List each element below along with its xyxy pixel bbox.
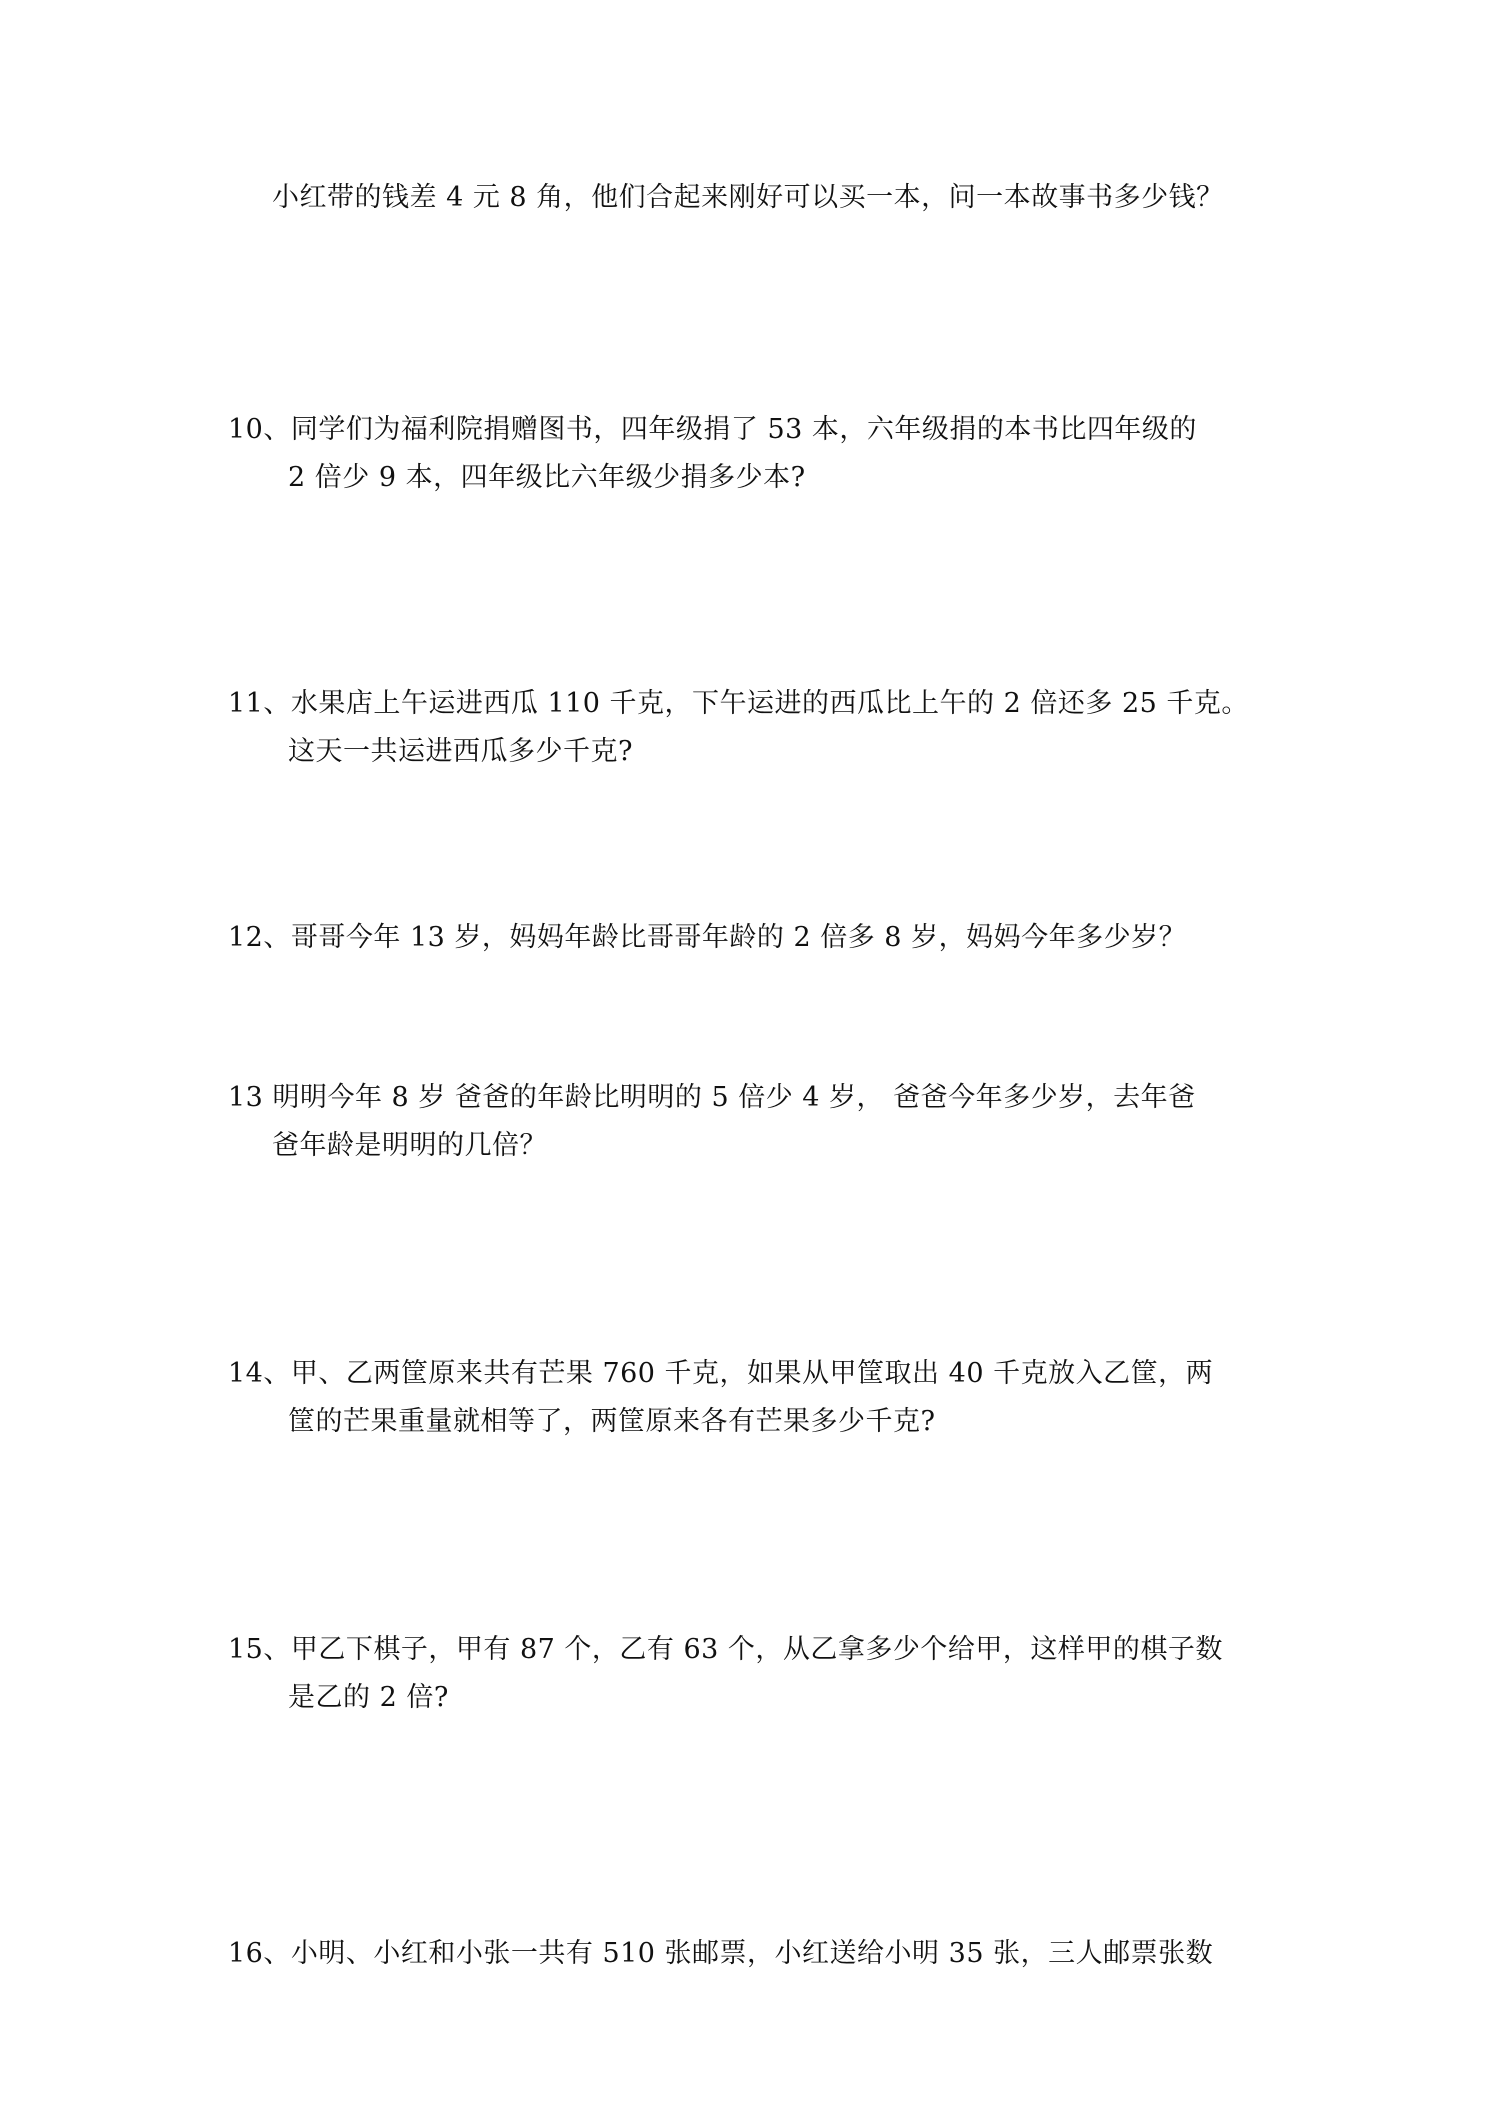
problem-12-line-1: 12、哥哥今年 13 岁，妈妈年龄比哥哥年龄的 2 倍多 8 岁，妈妈今年多少岁？ [228,922,1187,953]
problem-9-line-1: 小红带的钱差 4 元 8 角，他们合起来刚好可以买一本，问一本故事书多少钱？ [272,182,1224,213]
problem-10-line-1: 10、同学们为福利院捐赠图书，四年级捐了 53 本，六年级捐的本书比四年级的 [228,414,1197,445]
problem-11-line-1: 11、水果店上午运进西瓜 110 千克，下午运进的西瓜比上午的 2 倍还多 25 千克。 [228,688,1249,719]
problem-13-line-1: 13 明明今年 8 岁 爸爸的年龄比明明的 5 倍少 4 岁， 爸爸今年多少岁，去年爸 [228,1082,1196,1113]
problem-15-line-2: 是乙的 2 倍? [288,1682,449,1713]
problem-11-line-2: 这天一共运进西瓜多少千克? [288,736,633,767]
problem-14-line-2: 筐的芒果重量就相等了，两筐原来各有芒果多少千克? [288,1406,936,1437]
problem-14-line-1: 14、甲、乙两筐原来共有芒果 760 千克，如果从甲筐取出 40 千克放入乙筐，两 [228,1358,1214,1389]
problem-13-line-2: 爸年龄是明明的几倍？ [272,1130,547,1161]
problem-15-line-1: 15、甲乙下棋子，甲有 87 个，乙有 63 个，从乙拿多少个给甲，这样甲的棋子数 [228,1634,1223,1665]
problem-16-line-1: 16、小明、小红和小张一共有 510 张邮票，小红送给小明 35 张，三人邮票张数 [228,1938,1214,1969]
problem-10-line-2: 2 倍少 9 本，四年级比六年级少捐多少本? [288,462,806,493]
